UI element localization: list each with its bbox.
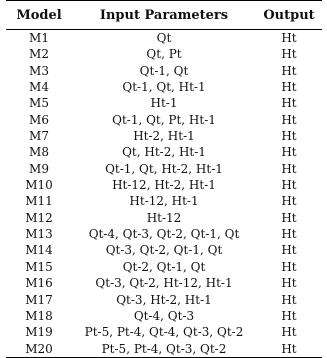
cell-model: M8 <box>29 145 49 160</box>
cell-input-parameters: Pt-5, Pt-4, Qt-4, Qt-3, Qt-2 <box>84 325 244 340</box>
cell-model: M9 <box>29 161 49 176</box>
cell-output: Ht <box>281 145 297 160</box>
cell-input-parameters: Qt-4, Qt-3 <box>133 308 195 323</box>
cell-model: M16 <box>25 276 53 291</box>
cell-model: M15 <box>25 259 53 274</box>
cell-output: Ht <box>281 63 297 78</box>
table-row <box>6 259 322 275</box>
table-row <box>6 324 322 340</box>
cell-input-parameters: Qt-1, Qt, Pt, Ht-1 <box>112 112 216 127</box>
cell-output: Ht <box>281 227 297 242</box>
cell-output: Ht <box>281 325 297 340</box>
table-row <box>6 161 322 177</box>
cell-model: M11 <box>25 194 53 209</box>
cell-input-parameters: Ht-2, Ht-1 <box>133 129 195 144</box>
model-table-container <box>6 0 322 358</box>
cell-output: Ht <box>281 129 297 144</box>
cell-output: Ht <box>281 47 297 62</box>
table-row <box>6 128 322 144</box>
table-header-row <box>6 1 322 30</box>
cell-model: M18 <box>25 308 53 323</box>
model-input-table <box>6 0 322 358</box>
table-row <box>6 30 322 47</box>
cell-output: Ht <box>281 178 297 193</box>
table-row <box>6 79 322 95</box>
cell-output: Ht <box>281 161 297 176</box>
cell-model: M19 <box>25 325 53 340</box>
cell-model: M13 <box>25 227 53 242</box>
cell-input-parameters: Pt-5, Pt-4, Qt-3, Qt-2 <box>72 341 256 358</box>
cell-model: M17 <box>25 292 53 307</box>
cell-model: M10 <box>25 178 53 193</box>
cell-output: Ht <box>281 96 297 111</box>
cell-model: M3 <box>29 63 49 78</box>
cell-output: Ht <box>281 243 297 258</box>
table-row <box>6 242 322 258</box>
table-body <box>6 30 322 358</box>
table-row <box>6 292 322 308</box>
cell-output: Ht <box>281 259 297 274</box>
cell-input-parameters: Qt-2, Qt-1, Qt <box>122 259 206 274</box>
cell-input-parameters: Ht-12 <box>146 210 182 225</box>
table-row <box>6 112 322 128</box>
cell-input-parameters: Qt-3, Qt-2, Qt-1, Qt <box>105 243 223 258</box>
cell-input-parameters: Qt-1, Qt, Ht-1 <box>122 80 206 95</box>
cell-input-parameters: Qt-1, Qt, Ht-2, Ht-1 <box>105 161 223 176</box>
cell-input-parameters: Qt-1, Qt <box>139 63 189 78</box>
cell-model: M14 <box>25 243 53 258</box>
cell-model: M20 <box>6 341 72 358</box>
table-row <box>6 193 322 209</box>
cell-input-parameters: Ht-12, Ht-1 <box>129 194 199 209</box>
table-row <box>6 275 322 291</box>
cell-input-parameters: Qt-3, Ht-2, Ht-1 <box>116 292 212 307</box>
cell-input-parameters: Qt, Pt <box>146 47 182 62</box>
table-row <box>6 226 322 242</box>
table-row <box>6 46 322 62</box>
cell-input-parameters: Ht-1 <box>150 96 178 111</box>
cell-input-parameters: Ht-12, Ht-2, Ht-1 <box>112 178 216 193</box>
cell-input-parameters: Qt-4, Qt-3, Qt-2, Qt-1, Qt <box>88 227 240 242</box>
table-row <box>6 144 322 160</box>
table-row <box>6 341 322 358</box>
cell-model: M2 <box>29 47 49 62</box>
cell-model: M6 <box>29 112 49 127</box>
cell-output: Ht <box>281 308 297 323</box>
table-row <box>6 177 322 193</box>
cell-model: M1 <box>29 31 49 45</box>
table-row <box>6 95 322 111</box>
cell-output: Ht <box>281 292 297 307</box>
cell-input-parameters: Qt <box>156 31 172 45</box>
table-row <box>6 210 322 226</box>
cell-model: M7 <box>29 129 49 144</box>
cell-model: M5 <box>29 96 49 111</box>
cell-output: Ht <box>281 210 297 225</box>
header-model: Model <box>6 1 72 30</box>
header-output: Output <box>256 1 322 30</box>
cell-output: Ht <box>281 31 297 45</box>
cell-model: M12 <box>25 210 53 225</box>
cell-model: M4 <box>29 80 49 95</box>
cell-input-parameters: Qt-3, Qt-2, Ht-12, Ht-1 <box>95 276 233 291</box>
cell-output: Ht <box>281 194 297 209</box>
header-input-parameters: Input Parameters <box>72 1 256 30</box>
cell-input-parameters: Qt, Ht-2, Ht-1 <box>122 145 206 160</box>
table-row <box>6 308 322 324</box>
cell-output: Ht <box>281 112 297 127</box>
cell-output: Ht <box>281 80 297 95</box>
table-row <box>6 63 322 79</box>
cell-output: Ht <box>256 341 322 358</box>
cell-output: Ht <box>281 276 297 291</box>
